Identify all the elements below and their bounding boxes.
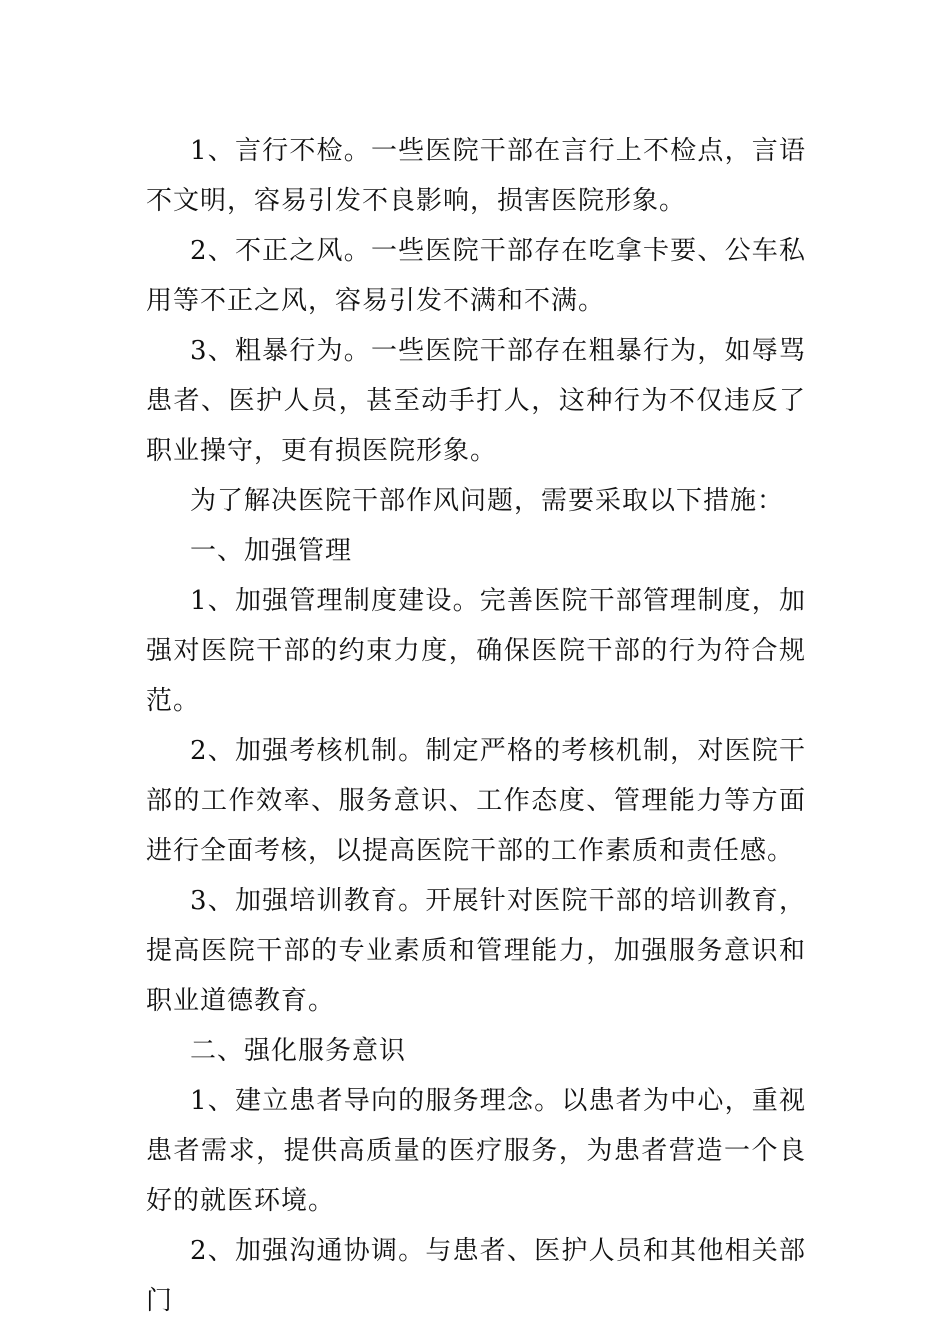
paragraph-problem-3: 3、粗暴行为。一些医院干部存在粗暴行为，如辱骂患者、医护人员，甚至动手打人，这种行为不仅违反了职业操守，更有损医院形象。 [146,336,806,466]
section-heading-management: 一、加强管理 [190,536,353,566]
paragraph-management-2: 2、加强考核机制。制定严格的考核机制，对医院干部的工作效率、服务意识、工作态度、管理能力等方面进行全面考核，以提高医院干部的工作素质和责任感。 [146,736,806,866]
paragraph-service-1: 1、建立患者导向的服务理念。以患者为中心，重视患者需求，提供高质量的医疗服务，为患者营造一个良好的就医环境。 [146,1086,806,1216]
paragraph-management-3: 3、加强培训教育。开展针对医院干部的培训教育，提高医院干部的专业素质和管理能力，加强服务意识和职业道德教育。 [146,886,806,1016]
paragraph-service-2: 2、加强沟通协调。与患者、医护人员和其他相关部门 [146,1236,806,1316]
paragraph-problem-2: 2、不正之风。一些医院干部存在吃拿卡要、公车私用等不正之风，容易引发不满和不满。 [146,236,806,316]
document-body [146,126,806,1326]
paragraph-measures-intro: 为了解决医院干部作风问题，需要采取以下措施： [190,486,785,516]
paragraph-problem-1: 1、言行不检。一些医院干部在言行上不检点，言语不文明，容易引发不良影响，损害医院形象。 [146,136,806,216]
section-heading-service: 二、强化服务意识 [190,1036,407,1066]
paragraph-management-1: 1、加强管理制度建设。完善医院干部管理制度，加强对医院干部的约束力度，确保医院干部的行为符合规范。 [146,586,806,716]
